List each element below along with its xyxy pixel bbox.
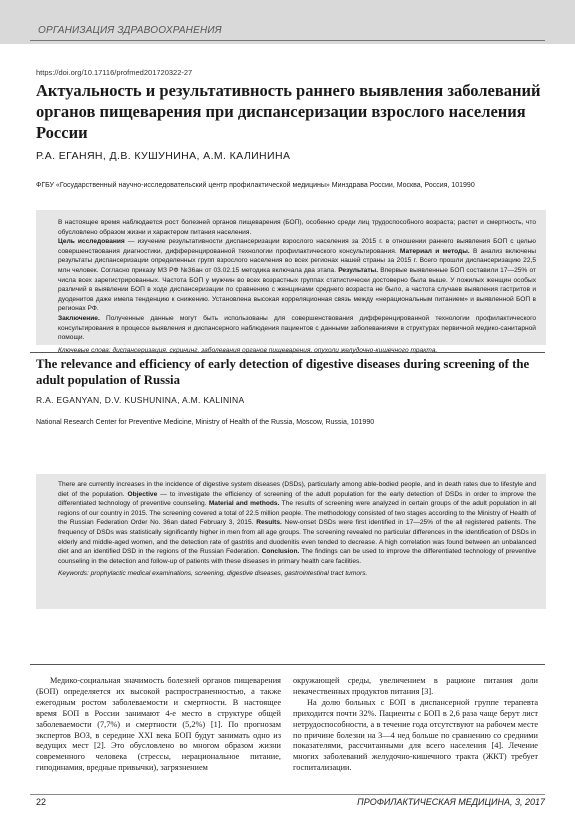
journal-name: ПРОФИЛАКТИЧЕСКАЯ МЕДИЦИНА, 3, 2017 <box>357 797 545 807</box>
abstract-en-text <box>58 480 536 566</box>
results-label-ru: Результаты. <box>338 266 379 274</box>
authors-en: R.A. EGANYAN, D.V. KUSHUNINA, A.M. KALININA <box>36 395 245 405</box>
conclusion-label-en: Conclusion. <box>261 548 300 556</box>
methods-label-ru: Материал и методы. <box>399 247 470 255</box>
body-paragraph: Медико-социальная значимость болезней органов пищеварения (БОП) определяется их высокой распространенностью, а также ежегодным ростом заболеваемости и смертности. В настоящее время БОП в России занимают 4-е место в структуре общей заболеваемости (7,7%) и смертности (5,2%) [1]. По прогнозам экспертов ВОЗ, в середине XXI века БОП будут занимать одно из ведущих мест [2]. Это обусловлено во многом образом жизни современного человека (стрессы, нерациональное питание, гиподинамия, вредные привычки), загрязнением <box>36 676 281 773</box>
abstract-en <box>36 474 546 609</box>
conclusion-label-ru: Заключение. <box>58 314 100 322</box>
aim-text-ru: — изучение результативности диспансеризации взрослого населения за 2015 г. в отношении раннего выявления БОП с целью совершенствования диагностики, дифференцированной технологии профилактического консультирования. <box>58 238 537 255</box>
abstract-en-intro: There are currently increases in the incidence of digestive system diseases (DSDs), particularly among able-bodied people, and in death rates due to lifestyle and diet of the population. <box>58 481 536 498</box>
methods-text-en: The results of screening were analyzed in certain groups of the adult population in all regions of our country in 2015. The screening covered a total of 22.5 million people. The methodology consisted of two stages according to the Ministry of Health of the Russian Federation Order No. 36an dated February 3, 2015. <box>58 500 536 527</box>
page-number: 22 <box>36 797 47 807</box>
results-label-en: Results. <box>256 519 282 527</box>
results-text-ru: Впервые выявленные БОП составили 17—25% от числа всех зарегистрированных. Частота БОП у мужчин во всех возрастных группах статистически достоверно была выше. У пожилых женщин особых различий в выявлении БОП в ходе диспансеризации по сравнению с женщинами среднего возраста не было, а частота случаев выявления гастритов и дуоденитов даже имела тенденцию к снижению. Установлена высокая корреляционная связь между «нерациональным питанием» и выявленной БОП в регионах РФ. <box>58 266 536 313</box>
authors-ru: Р.А. ЕГАНЯН, Д.В. КУШУНИНА, А.М. КАЛИНИНА <box>36 150 291 162</box>
aim-label-ru: Цель исследования <box>58 238 125 246</box>
abstract-ru-text <box>58 218 536 343</box>
doi-link[interactable]: https://doi.org/10.17116/profmed201720322-27 <box>36 68 193 77</box>
conclusion-text-ru: Полученные данные могут быть использованы для совершенствования дифференцированной технологии профилактического консультирования в процессе выявления и диспансерного наблюдения пациентов с данными заболеваниями в структурах первичной медико-санитарной помощи. <box>58 314 536 342</box>
methods-label-en: Material and methods. <box>208 500 280 508</box>
abstract-ru <box>36 210 546 354</box>
affiliation-en: National Research Center for Preventive Medicine, Ministry of Health of the Russia, Moscow, Russia, 101990 <box>36 419 375 426</box>
methods-text-ru: В анализ включены результаты диспансеризации определенных групп взрослого населения во всех регионах нашей страны за 2015 г. Всего прошли диспансеризацию 22,5 млн человек. Согласно приказу МЗ РФ №36ан от 03.02.15 методика включала два этапа. <box>58 247 536 274</box>
header-band <box>0 0 575 44</box>
abstract-ru-intro: В настоящее время наблюдается рост болезней органов пищеварения (БОП), особенно среди лиц трудоспособного возраста; растет и смертность, что обусловлено образом жизни и характером питания населения. <box>58 219 536 236</box>
footer-divider <box>30 794 545 795</box>
results-text-en: New-onset DSDs were first identified in 17—25% of the all registered patients. The frequency of DSDs was statistically significantly higher in men from all age groups. The screening revealed no particular differences in the identification of DSDs in elderly and middle-aged women, and the detection rate of gastritis and duodenitis even tended to decrease. A high correlation was found between an unbalanced diet and an identified DSD in the regions of the Russian Federation. <box>58 519 536 556</box>
article-title-ru: Актуальность и результативность раннего выявления заболеваний органов пищеварения при диспансеризации взрослого населения России <box>36 81 541 142</box>
body-divider <box>30 664 545 665</box>
body-column-left <box>36 676 281 774</box>
section-divider <box>30 352 545 353</box>
body-column-right <box>293 676 538 774</box>
conclusion-text-en: The findings can be used to improve the differentiated technology of preventive counseling in the detection and follow-up of patients with these diseases in primary health care facilities. <box>58 548 536 565</box>
affiliation-ru: ФГБУ «Государственный научно-исследовательский центр профилактической медицины» Минздрава России, Москва, Россия, 101990 <box>36 182 475 189</box>
keywords-ru: Ключевые слова: диспансеризация, скрининг, заболевания органов пищеварения, опухоли желудочно-кишечного тракта. <box>58 346 438 354</box>
keywords-en: Keywords: prophylactic medical examinations, screening, digestive diseases, gastrointestinal tract tumors. <box>58 570 368 578</box>
body-paragraph: окружающей среды, увеличением в рационе питания доли некачественных продуктов питания [3]. <box>293 676 538 696</box>
body-paragraph: На долю больных с БОП в диспансерной группе терапевта приходится почти 32%. Пациенты с БОП в 2,6 раза чаще берут лист нетрудоспособности, а в течение года отсутствуют на рабочем месте по причине болезни на 3—4 нед больше по сравнению со средними показателями, рассчитанными для всего населения [4]. Лечение многих заболеваний желудочно-кишечного тракта (ЖКТ) требует госпитализации. <box>293 697 538 773</box>
article-title-en: The relevance and efficiency of early detection of digestive diseases during screening of the adult population of Russia <box>36 357 530 387</box>
objective-label-en: Objective <box>127 490 158 498</box>
header-divider <box>30 40 545 41</box>
objective-text-en: — to investigate the efficiency of screening of the adult population for the early detection of DSDs in order to improve the differentiated technology of preventive counseling. <box>58 490 536 508</box>
section-label: ОРГАНИЗАЦИЯ ЗДРАВООХРАНЕНИЯ <box>38 25 222 36</box>
